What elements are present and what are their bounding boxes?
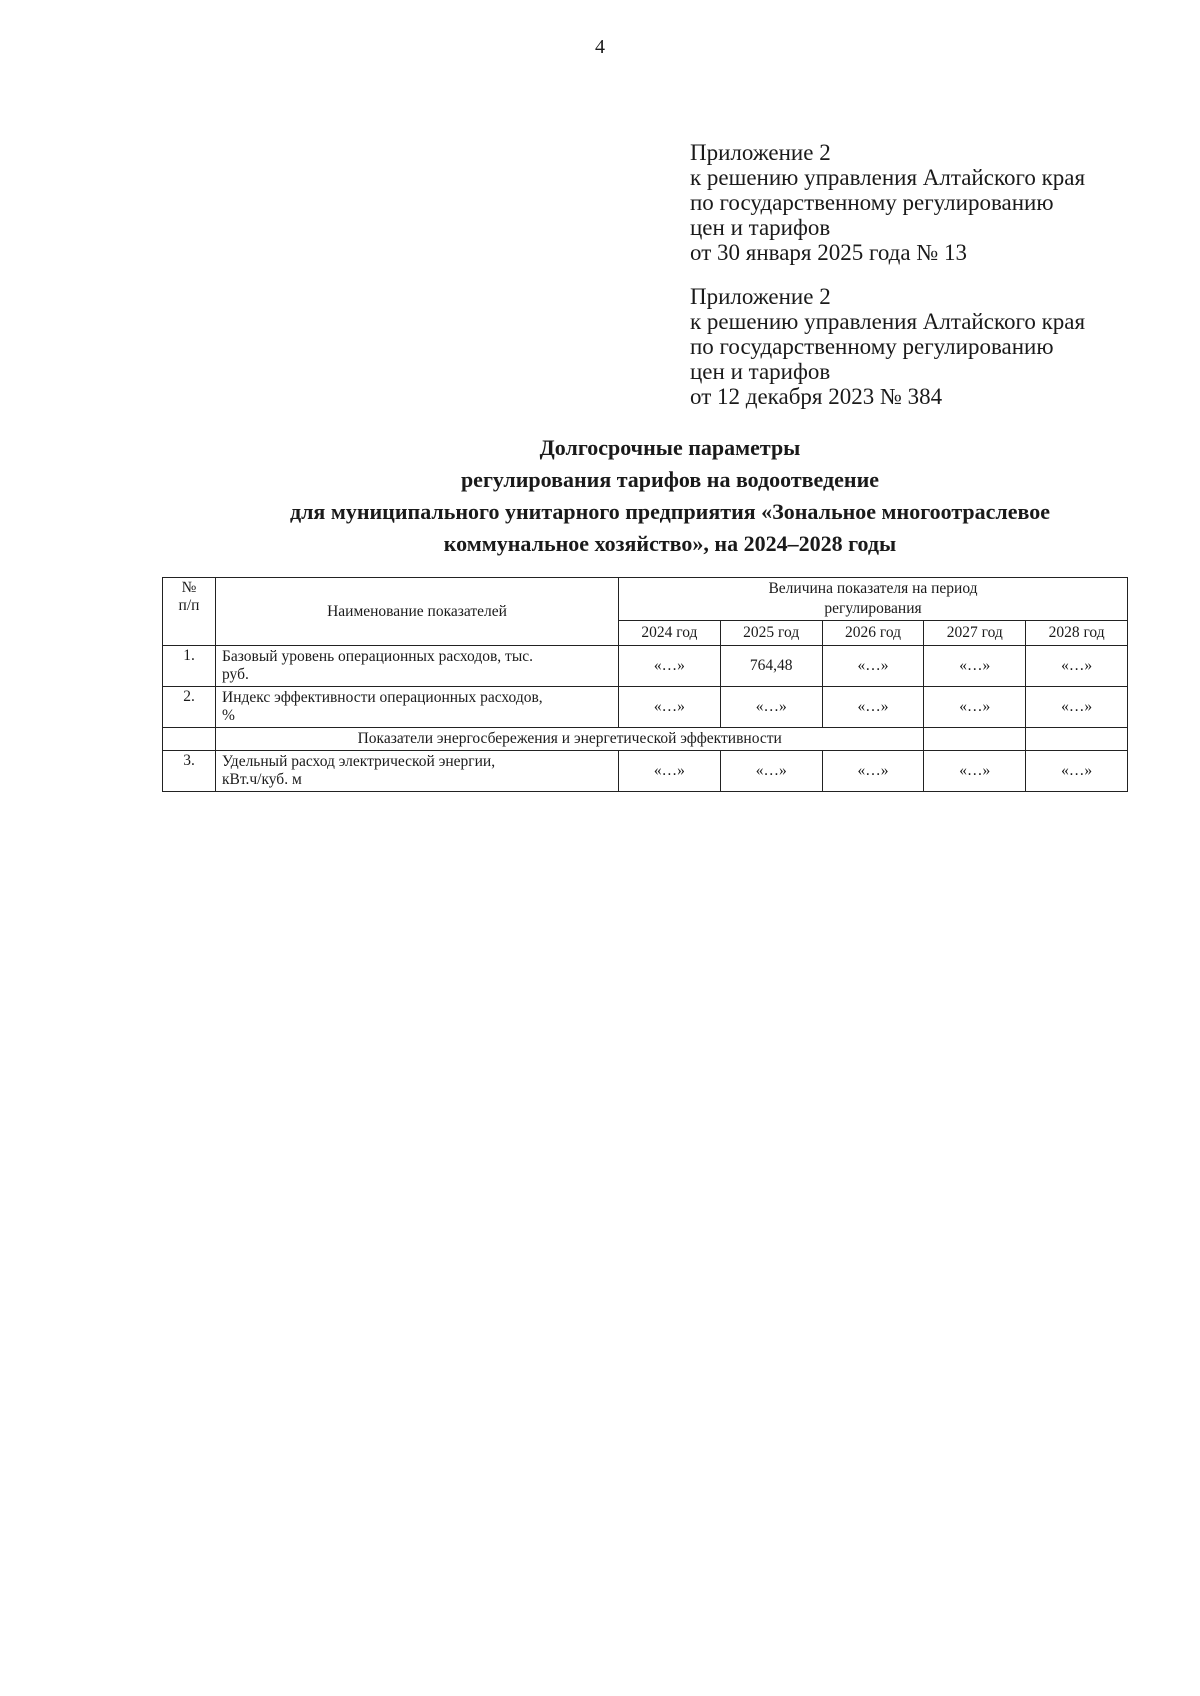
section-row [163, 728, 1128, 751]
section-title: Показатели энергосбережения и энергетической эффективности [216, 728, 924, 751]
header-year: 2024 год [619, 621, 721, 646]
appendix-header-original [690, 284, 1085, 409]
appendix-reference: цен и тарифов [690, 215, 831, 240]
appendix-reference: цен и тарифов [690, 359, 831, 384]
table-row [163, 646, 1128, 687]
header-year: 2028 год [1026, 621, 1128, 646]
appendix-header-current [690, 140, 1085, 265]
appendix-reference: по государственному регулированию [690, 334, 1054, 359]
row-name [216, 687, 619, 728]
row-value: «…» [924, 687, 1026, 728]
appendix-reference: по государственному регулированию [690, 190, 1054, 215]
appendix-date: от 12 декабря 2023 № 384 [690, 384, 943, 409]
appendix-date: от 30 января 2025 года № 13 [690, 240, 968, 265]
row-name-line: Удельный расход электрической энергии, [222, 753, 496, 770]
header-name: Наименование показателей [216, 578, 619, 646]
table-row [163, 751, 1128, 792]
document-title [0, 432, 1200, 560]
appendix-label: Приложение 2 [690, 284, 831, 309]
section-num-cell [163, 728, 216, 751]
row-name-line: % [222, 707, 235, 724]
row-value: «…» [924, 751, 1026, 792]
header-period-group [619, 578, 1128, 621]
page-number: 4 [595, 36, 605, 58]
row-value: 764,48 [720, 646, 822, 687]
row-value: «…» [720, 751, 822, 792]
header-period-line: регулирования [824, 600, 922, 617]
table-row [163, 687, 1128, 728]
parameters-table [162, 577, 1128, 792]
row-value: «…» [924, 646, 1026, 687]
header-num-label: п/п [178, 597, 200, 614]
appendix-reference: к решению управления Алтайского края [690, 165, 1086, 190]
row-value: «…» [619, 751, 721, 792]
table-header-row [163, 578, 1128, 621]
row-value: «…» [1026, 687, 1128, 728]
title-line: коммунальное хозяйство», на 2024–2028 годы [443, 531, 897, 556]
row-name-line: Базовый уровень операционных расходов, тыс. [222, 648, 533, 665]
row-name [216, 646, 619, 687]
row-value: «…» [1026, 751, 1128, 792]
row-name [216, 751, 619, 792]
row-value: «…» [822, 751, 924, 792]
row-name-line: руб. [222, 666, 249, 683]
header-year: 2026 год [822, 621, 924, 646]
appendix-label: Приложение 2 [690, 140, 831, 165]
header-num [163, 578, 216, 646]
row-value: «…» [822, 646, 924, 687]
section-empty-cell [1026, 728, 1128, 751]
row-name-line: Индекс эффективности операционных расходов, [222, 689, 543, 706]
appendix-reference: к решению управления Алтайского края [690, 309, 1086, 334]
title-line: для муниципального унитарного предприятия «Зональное многоотраслевое [289, 499, 1051, 524]
title-line: Долгосрочные параметры [539, 435, 801, 460]
row-number: 1. [163, 646, 216, 687]
row-number: 2. [163, 687, 216, 728]
header-year: 2025 год [720, 621, 822, 646]
row-value: «…» [720, 687, 822, 728]
row-value: «…» [822, 687, 924, 728]
row-value: «…» [619, 687, 721, 728]
row-name-line: кВт.ч/куб. м [222, 771, 302, 788]
title-line: регулирования тарифов на водоотведение [460, 467, 880, 492]
row-value: «…» [1026, 646, 1128, 687]
header-year: 2027 год [924, 621, 1026, 646]
section-empty-cell [924, 728, 1026, 751]
header-period-line: Величина показателя на период [768, 580, 978, 597]
header-num-symbol: № [181, 579, 197, 596]
row-value: «…» [619, 646, 721, 687]
row-number: 3. [163, 751, 216, 792]
